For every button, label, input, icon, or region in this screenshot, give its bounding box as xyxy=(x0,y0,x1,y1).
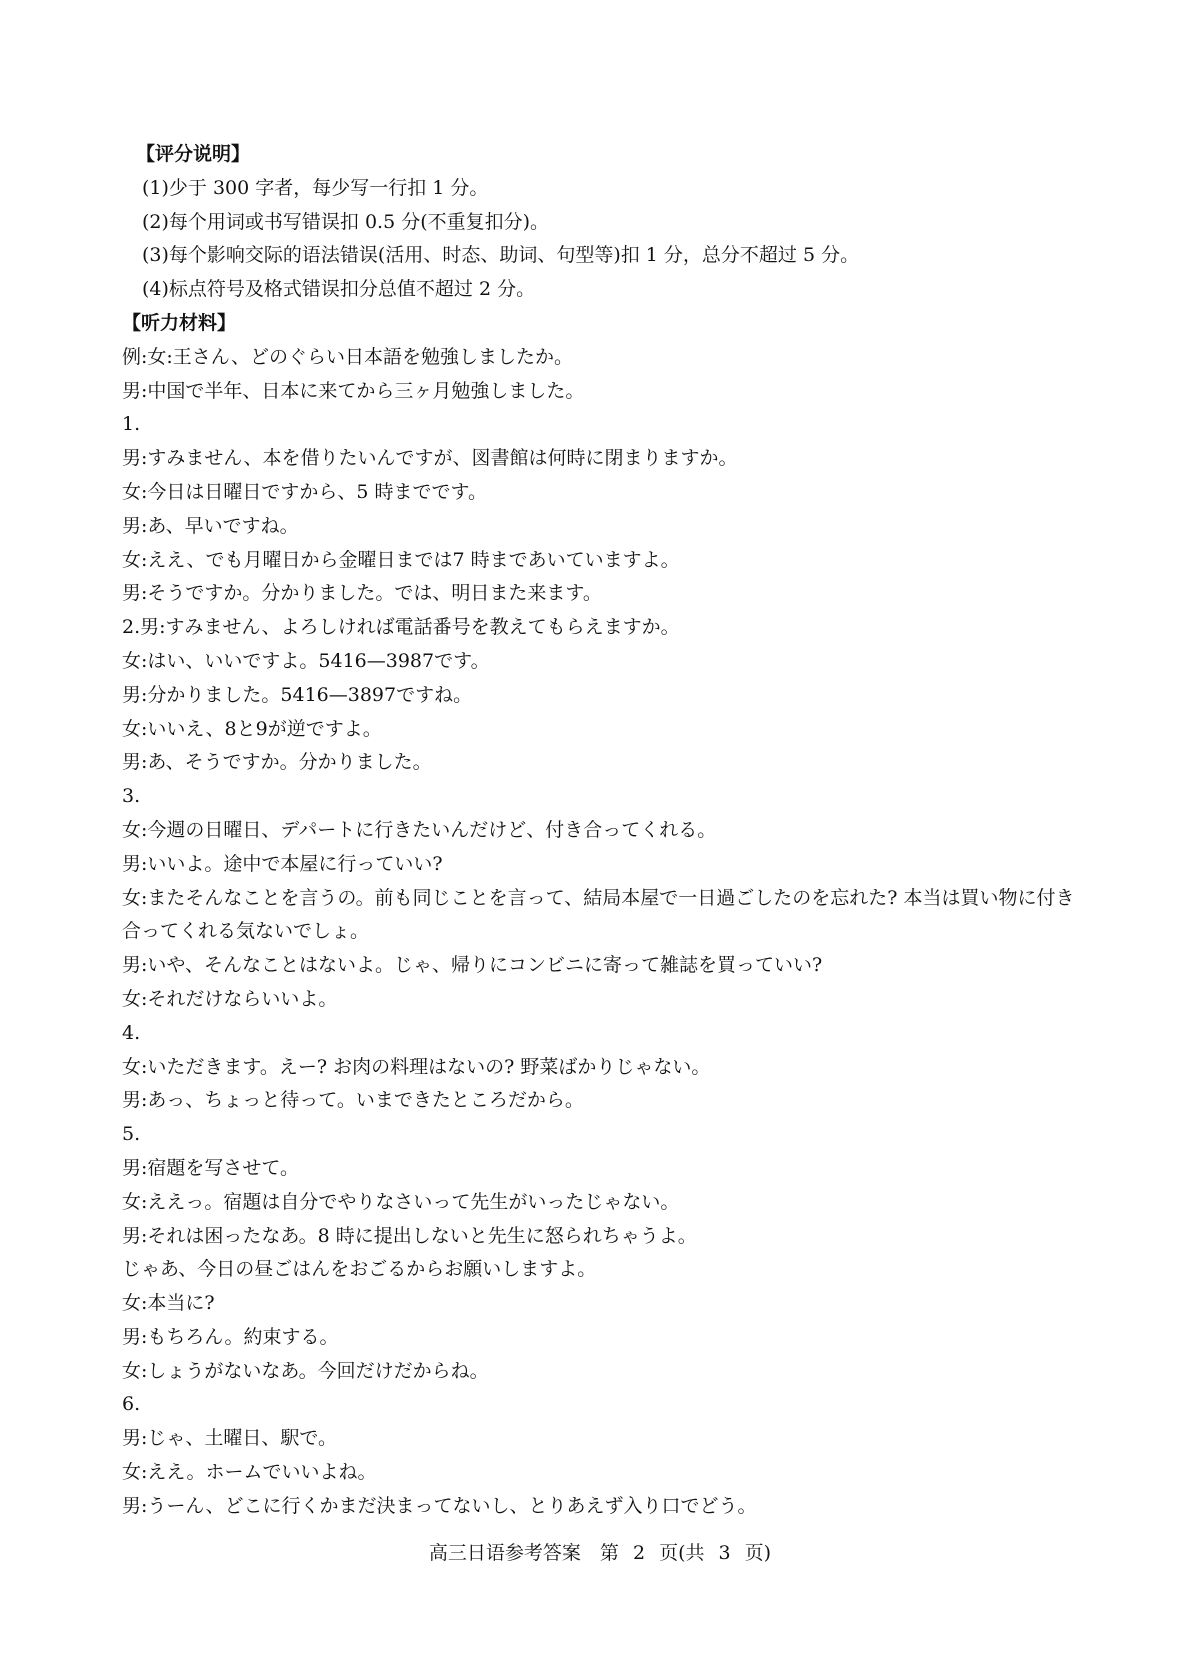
dialogue-line: 女:はい、いいですよ。5416—3987です。 xyxy=(122,649,490,672)
scoring-item: (4)标点符号及格式错误扣分总值不超过 2 分。 xyxy=(142,278,536,301)
dialogue-line: 男:あっ、ちょっと待って。いまできたところだから。 xyxy=(122,1089,584,1112)
page-footer: 高三日语参考答案 第 2 页(共 3 页) xyxy=(428,1542,772,1564)
scoring-item: (1)少于 300 字者，每少写一行扣 1 分。 xyxy=(142,176,489,199)
dialogue-line: 女:今週の日曜日、デパートに行きたいんだけど、付き合ってくれる。 xyxy=(122,818,717,841)
scoring-item: (3)每个影响交际的语法错误(活用、时态、助词、句型等)扣 1 分，总分不超过 5 分。 xyxy=(142,244,860,267)
dialogue-line: 男:じゃ、土曜日、駅で。 xyxy=(122,1427,338,1450)
dialogue-line: 女:それだけならいいよ。 xyxy=(122,987,338,1010)
dialogue-line: 女:ええ、でも月曜日から金曜日までは7 時まであいていますよ。 xyxy=(122,548,680,571)
dialogue-line: 男:そうですか。分かりました。では、明日また来ます。 xyxy=(122,582,602,605)
dialogue-line: 女:ええっ。宿題は自分でやりなさいって先生がいったじゃない。 xyxy=(122,1190,680,1213)
question-number: 6. xyxy=(122,1393,141,1416)
dialogue-line: 2.男:すみません、よろしければ電話番号を教えてもらえますか。 xyxy=(122,616,680,639)
dialogue-line: 男:あ、早いですね。 xyxy=(122,514,299,537)
question-number: 1. xyxy=(122,413,141,436)
dialogue-line: 男:それは困ったなあ。8 時に提出しないと先生に怒られちゃうよ。 xyxy=(122,1224,697,1247)
listening-heading: 【听力材料】 xyxy=(122,311,237,334)
dialogue-line: 女:またそんなことを言うの。前も同じことを言って、結局本屋で一日過ごしたのを忘れた? 本当は買い物に付き合ってくれる気ないでしょ。 xyxy=(122,886,1075,943)
dialogue-line: 男:すみません、本を借りたいんですが、図書館は何時に閉まりますか。 xyxy=(122,447,738,470)
dialogue-line: 女:ええ。ホームでいいよね。 xyxy=(122,1461,377,1484)
dialogue-line: 男:中国で半年、日本に来てから三ヶ月勉強しました。 xyxy=(122,379,585,402)
dialogue-line: 男:いいよ。途中で本屋に行っていい? xyxy=(122,852,443,875)
dialogue-line: 男:分かりました。5416—3897ですね。 xyxy=(122,683,473,706)
dialogue-line: 女:いただきます。えー? お肉の料理はないの? 野菜ばかりじゃない。 xyxy=(122,1055,711,1078)
dialogue-line: 男:宿題を写させて。 xyxy=(122,1156,300,1179)
document-body xyxy=(122,138,1082,1524)
question-number: 5. xyxy=(122,1123,141,1146)
dialogue-line: 女:本当に? xyxy=(122,1292,215,1315)
question-number: 3. xyxy=(122,785,141,808)
dialogue-line: 女:いいえ、8と9が逆ですよ。 xyxy=(122,717,382,740)
dialogue-line: 例:女:王さん、どのぐらい日本語を勉強しましたか。 xyxy=(122,345,573,368)
question-number: 4. xyxy=(122,1021,141,1044)
dialogue-line: 男:あ、そうですか。分かりました。 xyxy=(122,751,432,774)
dialogue-line: 女:今日は日曜日ですから、5 時までです。 xyxy=(122,480,488,503)
scoring-heading: 【评分说明】 xyxy=(136,143,251,165)
scoring-item: (2)每个用词或书写错误扣 0.5 分(不重复扣分)。 xyxy=(142,210,550,233)
dialogue-line: 男:うーん、どこに行くかまだ決まってないし、とりあえず入り口でどう。 xyxy=(122,1494,757,1517)
dialogue-line: 女:しょうがないなあ。今回だけだからね。 xyxy=(122,1359,489,1382)
dialogue-line: 男:いや、そんなことはないよ。じゃ、帰りにコンビニに寄って雑誌を買っていい? xyxy=(122,954,823,977)
dialogue-line: 男:もちろん。約束する。 xyxy=(122,1325,339,1348)
dialogue-line: じゃあ、今日の昼ごはんをおごるからお願いしますよ。 xyxy=(122,1258,597,1281)
